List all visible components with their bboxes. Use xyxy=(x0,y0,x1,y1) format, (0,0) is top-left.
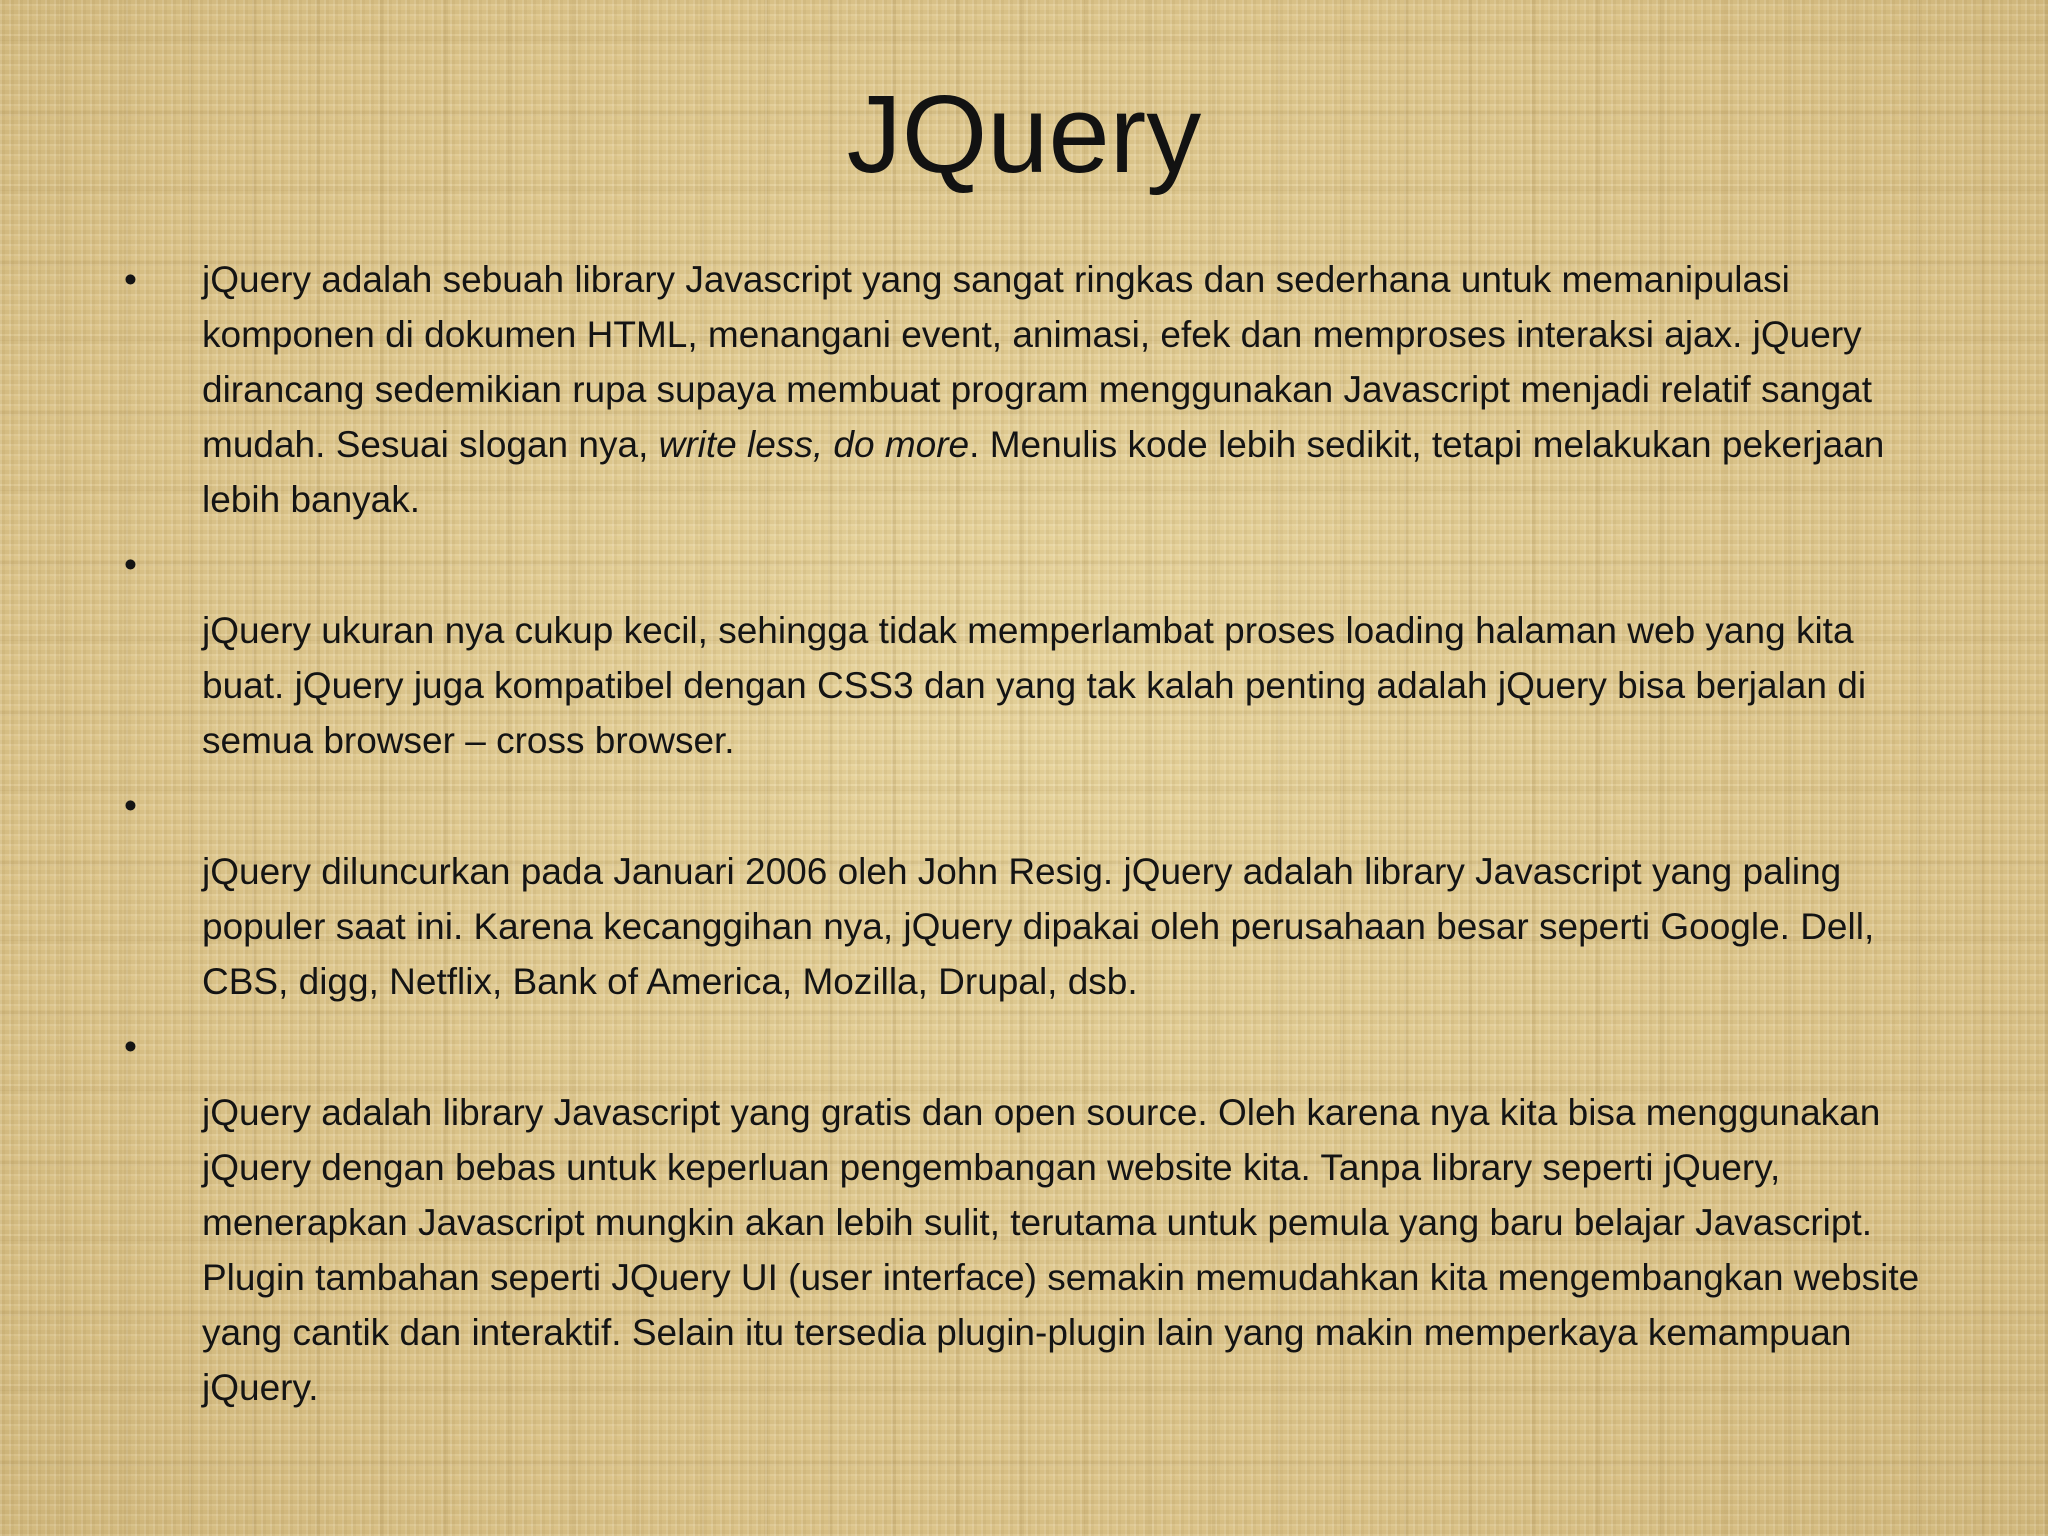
bullet-item xyxy=(120,778,1940,1009)
bullet-dot-icon: • xyxy=(124,544,137,585)
bullet-text: jQuery adalah sebuah library Javascript yang sangat ringkas dan sederhana untuk memanipulasi komponen di dokumen HTML, menangani event, animasi, efek dan memproses interaksi ajax. jQuery dirancang sedemikian rupa supaya membuat program menggunakan Javascript menjadi relatif sangat mudah. Sesuai slogan nya, write less, do more. Menulis kode lebih sedikit, tetapi melakukan pekerjaan lebih banyak. xyxy=(202,259,1885,520)
bullet-text: jQuery adalah library Javascript yang gratis dan open source. Oleh karena nya kita bisa menggunakan jQuery dengan bebas untuk keperluan pengembangan website kita. Tanpa library seperti jQuery, menerapkan Javascript mungkin akan lebih sulit, terutama untuk pemula yang baru belajar Javascript. Plugin tambahan seperti JQuery UI (user interface) semakin memudahkan kita mengembangkan website yang cantik dan interaktif. Selain itu tersedia plugin-plugin lain yang makin memperkaya kemampuan jQuery. xyxy=(202,1092,1920,1408)
bullet-dot-icon: • xyxy=(124,1026,137,1067)
bullet-text: jQuery ukuran nya cukup kecil, sehingga tidak memperlambat proses loading halaman web yang kita buat. jQuery juga kompatibel dengan CSS3 dan yang tak kalah penting adalah jQuery bisa berjalan di semua browser – cross browser. xyxy=(202,610,1867,761)
slide-body xyxy=(120,252,1940,1415)
bullet-dot-icon: • xyxy=(124,259,137,300)
bullet-item xyxy=(120,1019,1940,1415)
bullet-item xyxy=(120,537,1940,768)
bullet-item xyxy=(120,252,1940,527)
slide-title: JQuery xyxy=(846,73,1202,196)
bullet-dot-icon: • xyxy=(124,785,137,826)
slogan-text: write less, do more xyxy=(658,424,970,465)
bullet-text: jQuery diluncurkan pada Januari 2006 oleh John Resig. jQuery adalah library Javascript yang paling populer saat ini. Karena kecanggihan nya, jQuery dipakai oleh perusahaan besar seperti Google. Dell, CBS, digg, Netflix, Bank of America, Mozilla, Drupal, dsb. xyxy=(202,851,1875,1002)
